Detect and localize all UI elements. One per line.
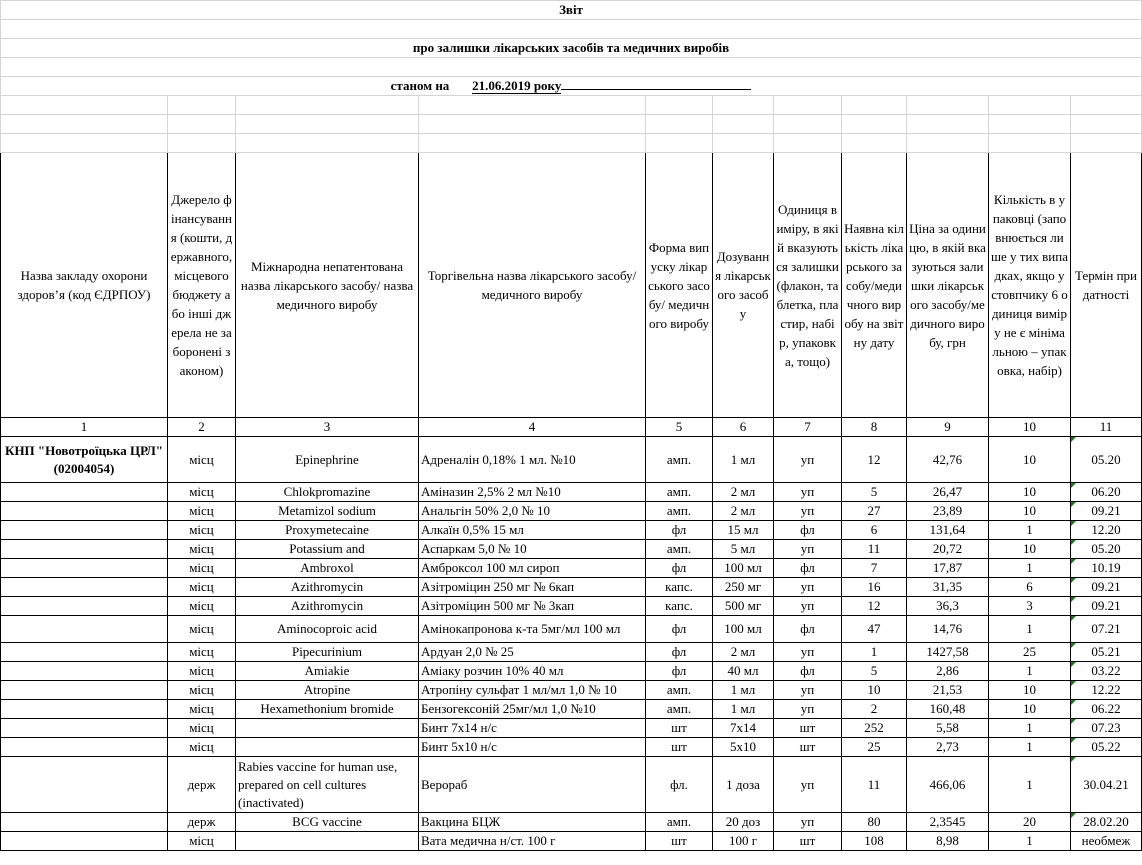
- price-cell: 42,76: [907, 437, 989, 483]
- quantity-cell: 1: [842, 643, 907, 662]
- price-cell: 2,73: [907, 738, 989, 757]
- pack-qty-cell: 10: [989, 483, 1071, 502]
- form-cell: амп.: [646, 681, 713, 700]
- inn-cell: Pipecurinium: [236, 643, 419, 662]
- quantity-cell: 5: [842, 483, 907, 502]
- dosage-cell: 1 мл: [713, 700, 774, 719]
- trade-name-cell: Бензогексоній 25мг/мл 1,0 №10: [419, 700, 646, 719]
- table-row: [1, 719, 1142, 738]
- expiry-cell: 06.20: [1071, 483, 1142, 502]
- column-number: 9: [907, 418, 989, 437]
- trade-name-cell: Бинт 5х10 н/с: [419, 738, 646, 757]
- column-number: 8: [842, 418, 907, 437]
- table-row: [1, 483, 1142, 502]
- quantity-cell: 11: [842, 757, 907, 813]
- inn-cell: Epinephrine: [236, 437, 419, 483]
- table-row: [1, 559, 1142, 578]
- funding-source-cell: місц: [168, 437, 236, 483]
- date-value: 21.06.2019 року: [472, 78, 562, 93]
- form-cell: амп.: [646, 483, 713, 502]
- pack-qty-cell: 1: [989, 662, 1071, 681]
- column-number: 10: [989, 418, 1071, 437]
- quantity-cell: 80: [842, 813, 907, 832]
- trade-name-cell: Атропіну сульфат 1 мл/мл 1,0 № 10: [419, 681, 646, 700]
- unit-cell: уп: [774, 578, 842, 597]
- institution-cell-empty: [1, 643, 168, 662]
- form-cell: фл: [646, 616, 713, 643]
- inn-cell: Rabies vaccine for human use, prepared on cell cultures (inactivated): [236, 757, 419, 813]
- dosage-cell: 100 мл: [713, 559, 774, 578]
- unit-cell: уп: [774, 540, 842, 559]
- header-col-6: Дозування лікарського засобу: [713, 153, 774, 418]
- expiry-cell: 05.22: [1071, 738, 1142, 757]
- institution-cell-empty: [1, 832, 168, 851]
- funding-source-cell: місц: [168, 521, 236, 540]
- table-row: [1, 540, 1142, 559]
- inn-cell: Amiakie: [236, 662, 419, 681]
- column-number: 11: [1071, 418, 1142, 437]
- table-row: [1, 738, 1142, 757]
- expiry-cell: 05.20: [1071, 540, 1142, 559]
- trade-name-cell: Аспаркам 5,0 № 10: [419, 540, 646, 559]
- trade-name-cell: Верораб: [419, 757, 646, 813]
- funding-source-cell: місц: [168, 616, 236, 643]
- quantity-cell: 2: [842, 700, 907, 719]
- institution-cell-empty: [1, 662, 168, 681]
- pack-qty-cell: 1: [989, 738, 1071, 757]
- column-number: 6: [713, 418, 774, 437]
- unit-cell: фл: [774, 662, 842, 681]
- funding-source-cell: місц: [168, 502, 236, 521]
- trade-name-cell: Адреналін 0,18% 1 мл. №10: [419, 437, 646, 483]
- price-cell: 131,64: [907, 521, 989, 540]
- table-row: [1, 662, 1142, 681]
- data-rows: [1, 437, 1142, 851]
- price-cell: 21,53: [907, 681, 989, 700]
- inn-cell: [236, 832, 419, 851]
- expiry-cell: 05.20: [1071, 437, 1142, 483]
- institution-cell: КНП "Новотроїцька ЦРЛ" (02004054): [1, 437, 168, 483]
- pack-qty-cell: 10: [989, 700, 1071, 719]
- form-cell: амп.: [646, 540, 713, 559]
- report-title: Звіт: [1, 1, 1142, 20]
- funding-source-cell: місц: [168, 738, 236, 757]
- inn-cell: Azithromycin: [236, 597, 419, 616]
- expiry-cell: 03.22: [1071, 662, 1142, 681]
- trade-name-cell: Амброксол 100 мл сироп: [419, 559, 646, 578]
- expiry-cell: 07.21: [1071, 616, 1142, 643]
- report-subtitle: про залишки лікарських засобів та медичних виробів: [1, 39, 1142, 58]
- price-cell: 5,58: [907, 719, 989, 738]
- expiry-cell: 12.20: [1071, 521, 1142, 540]
- quantity-cell: 108: [842, 832, 907, 851]
- institution-cell-empty: [1, 578, 168, 597]
- expiry-cell: 12.22: [1071, 681, 1142, 700]
- pack-qty-cell: 10: [989, 681, 1071, 700]
- trade-name-cell: Ардуан 2,0 № 25: [419, 643, 646, 662]
- form-cell: фл: [646, 521, 713, 540]
- funding-source-cell: місц: [168, 832, 236, 851]
- funding-source-cell: місц: [168, 578, 236, 597]
- unit-cell: уп: [774, 700, 842, 719]
- column-number: 7: [774, 418, 842, 437]
- price-cell: 31,35: [907, 578, 989, 597]
- column-number: 3: [236, 418, 419, 437]
- form-cell: шт: [646, 832, 713, 851]
- pack-qty-cell: 10: [989, 437, 1071, 483]
- dosage-cell: 1 доза: [713, 757, 774, 813]
- column-number: 5: [646, 418, 713, 437]
- institution-cell-empty: [1, 700, 168, 719]
- inn-cell: BCG vaccine: [236, 813, 419, 832]
- price-cell: 160,48: [907, 700, 989, 719]
- pack-qty-cell: 3: [989, 597, 1071, 616]
- inn-cell: Metamizol sodium: [236, 502, 419, 521]
- trade-name-cell: Вата медична н/ст. 100 г: [419, 832, 646, 851]
- expiry-cell: необмеж: [1071, 832, 1142, 851]
- header-col-9: Ціна за одиницю, в якій вказуються залишки лікарського засобу/медичного виробу, грн: [907, 153, 989, 418]
- header-col-10: Кількість в упаковці (заповнюється лише у тих випадках, якщо у стовпчику 6 одиниця виміру не є мінімальною – упаковка, набір): [989, 153, 1071, 418]
- quantity-cell: 11: [842, 540, 907, 559]
- dosage-cell: 20 доз: [713, 813, 774, 832]
- expiry-cell: 10.19: [1071, 559, 1142, 578]
- dosage-cell: 100 мл: [713, 616, 774, 643]
- institution-cell-empty: [1, 502, 168, 521]
- unit-cell: шт: [774, 832, 842, 851]
- price-cell: 2,3545: [907, 813, 989, 832]
- institution-cell-empty: [1, 738, 168, 757]
- quantity-cell: 25: [842, 738, 907, 757]
- form-cell: амп.: [646, 700, 713, 719]
- column-number: 2: [168, 418, 236, 437]
- column-number: 4: [419, 418, 646, 437]
- inn-cell: Atropine: [236, 681, 419, 700]
- unit-cell: фл: [774, 616, 842, 643]
- dosage-cell: 1 мл: [713, 437, 774, 483]
- unit-cell: уп: [774, 597, 842, 616]
- table-row: [1, 502, 1142, 521]
- pack-qty-cell: 1: [989, 616, 1071, 643]
- date-prefix: станом на: [390, 78, 450, 93]
- inn-cell: [236, 738, 419, 757]
- table-row: [1, 757, 1142, 813]
- table-row: [1, 700, 1142, 719]
- unit-cell: фл: [774, 521, 842, 540]
- price-cell: 466,06: [907, 757, 989, 813]
- trade-name-cell: Аміназин 2,5% 2 мл №10: [419, 483, 646, 502]
- table-row: [1, 832, 1142, 851]
- institution-cell-empty: [1, 616, 168, 643]
- price-cell: 23,89: [907, 502, 989, 521]
- quantity-cell: 16: [842, 578, 907, 597]
- pack-qty-cell: 1: [989, 521, 1071, 540]
- institution-cell-empty: [1, 813, 168, 832]
- table-row: [1, 521, 1142, 540]
- dosage-cell: 2 мл: [713, 483, 774, 502]
- quantity-cell: 7: [842, 559, 907, 578]
- header-col-5: Форма випуску лікарського засобу/ медичного виробу: [646, 153, 713, 418]
- column-number-row: [1, 418, 1142, 437]
- unit-cell: уп: [774, 483, 842, 502]
- header-col-3: Міжнародна непатентована назва лікарського засобу/ назва медичного виробу: [236, 153, 419, 418]
- table-row: [1, 597, 1142, 616]
- price-cell: 36,3: [907, 597, 989, 616]
- dosage-cell: 5х10: [713, 738, 774, 757]
- header-col-2: Джерело фінансування (кошти, державного, місцевого бюджету або інші джерела не заборонені законом): [168, 153, 236, 418]
- header-col-1: Назва закладу охорони здоров’я (код ЄДРПОУ): [1, 153, 168, 418]
- inn-cell: Hexamethonium bromide: [236, 700, 419, 719]
- trade-name-cell: Анальгін 50% 2,0 № 10: [419, 502, 646, 521]
- unit-cell: шт: [774, 719, 842, 738]
- pack-qty-cell: 10: [989, 502, 1071, 521]
- trade-name-cell: Вакцина БЦЖ: [419, 813, 646, 832]
- quantity-cell: 10: [842, 681, 907, 700]
- form-cell: капс.: [646, 597, 713, 616]
- funding-source-cell: місц: [168, 483, 236, 502]
- institution-cell-empty: [1, 540, 168, 559]
- inn-cell: Ambroxol: [236, 559, 419, 578]
- form-cell: амп.: [646, 813, 713, 832]
- expiry-cell: 09.21: [1071, 502, 1142, 521]
- price-cell: 26,47: [907, 483, 989, 502]
- funding-source-cell: місц: [168, 681, 236, 700]
- unit-cell: уп: [774, 643, 842, 662]
- quantity-cell: 47: [842, 616, 907, 643]
- expiry-cell: 09.21: [1071, 578, 1142, 597]
- dosage-cell: 5 мл: [713, 540, 774, 559]
- inn-cell: Proxymetecaine: [236, 521, 419, 540]
- quantity-cell: 252: [842, 719, 907, 738]
- pack-qty-cell: 25: [989, 643, 1071, 662]
- date-underline: [561, 77, 751, 90]
- trade-name-cell: Азітроміцин 250 мг № 6кап: [419, 578, 646, 597]
- report-date-line: [1, 77, 1142, 96]
- table-row: [1, 616, 1142, 643]
- unit-cell: уп: [774, 502, 842, 521]
- price-cell: 1427,58: [907, 643, 989, 662]
- column-number: 1: [1, 418, 168, 437]
- institution-cell-empty: [1, 559, 168, 578]
- quantity-cell: 6: [842, 521, 907, 540]
- inn-cell: Aminocoproic acid: [236, 616, 419, 643]
- form-cell: амп.: [646, 437, 713, 483]
- dosage-cell: 15 мл: [713, 521, 774, 540]
- trade-name-cell: Алкаїн 0,5% 15 мл: [419, 521, 646, 540]
- funding-source-cell: місц: [168, 643, 236, 662]
- unit-cell: уп: [774, 681, 842, 700]
- unit-cell: фл: [774, 559, 842, 578]
- expiry-cell: 30.04.21: [1071, 757, 1142, 813]
- funding-source-cell: місц: [168, 700, 236, 719]
- quantity-cell: 12: [842, 437, 907, 483]
- funding-source-cell: місц: [168, 540, 236, 559]
- price-cell: 2,86: [907, 662, 989, 681]
- price-cell: 20,72: [907, 540, 989, 559]
- trade-name-cell: Бинт 7х14 н/с: [419, 719, 646, 738]
- quantity-cell: 27: [842, 502, 907, 521]
- price-cell: 8,98: [907, 832, 989, 851]
- expiry-cell: 05.21: [1071, 643, 1142, 662]
- inn-cell: [236, 719, 419, 738]
- table-row: [1, 813, 1142, 832]
- dosage-cell: 500 мг: [713, 597, 774, 616]
- header-col-4: Торгівельна назва лікарського засобу/ медичного виробу: [419, 153, 646, 418]
- funding-source-cell: місц: [168, 719, 236, 738]
- pack-qty-cell: 1: [989, 757, 1071, 813]
- table-row: [1, 578, 1142, 597]
- dosage-cell: 7х14: [713, 719, 774, 738]
- unit-cell: шт: [774, 738, 842, 757]
- funding-source-cell: держ: [168, 757, 236, 813]
- trade-name-cell: Амінокапронова к-та 5мг/мл 100 мл: [419, 616, 646, 643]
- form-cell: фл.: [646, 757, 713, 813]
- inn-cell: Azithromycin: [236, 578, 419, 597]
- pack-qty-cell: 1: [989, 719, 1071, 738]
- table-row: [1, 643, 1142, 662]
- dosage-cell: 1 мл: [713, 681, 774, 700]
- header-col-7: Одиниця виміру, в якій вказуються залишки (флакон, таблетка, пластир, набір, упаковка, тощо): [774, 153, 842, 418]
- expiry-cell: 09.21: [1071, 597, 1142, 616]
- dosage-cell: 40 мл: [713, 662, 774, 681]
- institution-cell-empty: [1, 719, 168, 738]
- pack-qty-cell: 6: [989, 578, 1071, 597]
- form-cell: амп.: [646, 502, 713, 521]
- inn-cell: Chlokpromazine: [236, 483, 419, 502]
- funding-source-cell: держ: [168, 813, 236, 832]
- price-cell: 17,87: [907, 559, 989, 578]
- unit-cell: уп: [774, 757, 842, 813]
- form-cell: шт: [646, 738, 713, 757]
- funding-source-cell: місц: [168, 597, 236, 616]
- header-col-11: Термін придатності: [1071, 153, 1142, 418]
- institution-cell-empty: [1, 483, 168, 502]
- form-cell: фл: [646, 662, 713, 681]
- dosage-cell: 100 г: [713, 832, 774, 851]
- inn-cell: Potassium and: [236, 540, 419, 559]
- pack-qty-cell: 10: [989, 540, 1071, 559]
- pack-qty-cell: 1: [989, 559, 1071, 578]
- quantity-cell: 5: [842, 662, 907, 681]
- dosage-cell: 2 мл: [713, 502, 774, 521]
- form-cell: фл: [646, 559, 713, 578]
- unit-cell: уп: [774, 437, 842, 483]
- trade-name-cell: Аміаку розчин 10% 40 мл: [419, 662, 646, 681]
- institution-cell-empty: [1, 521, 168, 540]
- table-row: [1, 437, 1142, 483]
- header-col-8: Наявна кількість лікарського засобу/медичного виробу на звітну дату: [842, 153, 907, 418]
- price-cell: 14,76: [907, 616, 989, 643]
- quantity-cell: 12: [842, 597, 907, 616]
- form-cell: капс.: [646, 578, 713, 597]
- unit-cell: уп: [774, 813, 842, 832]
- form-cell: фл: [646, 643, 713, 662]
- table-row: [1, 681, 1142, 700]
- funding-source-cell: місц: [168, 662, 236, 681]
- dosage-cell: 2 мл: [713, 643, 774, 662]
- form-cell: шт: [646, 719, 713, 738]
- institution-cell-empty: [1, 681, 168, 700]
- funding-source-cell: місц: [168, 559, 236, 578]
- trade-name-cell: Азітроміцин 500 мг № 3кап: [419, 597, 646, 616]
- header-row: [1, 153, 1142, 418]
- institution-cell-empty: [1, 757, 168, 813]
- expiry-cell: 06.22: [1071, 700, 1142, 719]
- dosage-cell: 250 мг: [713, 578, 774, 597]
- pack-qty-cell: 20: [989, 813, 1071, 832]
- expiry-cell: 28.02.20: [1071, 813, 1142, 832]
- expiry-cell: 07.23: [1071, 719, 1142, 738]
- institution-cell-empty: [1, 597, 168, 616]
- pack-qty-cell: 1: [989, 832, 1071, 851]
